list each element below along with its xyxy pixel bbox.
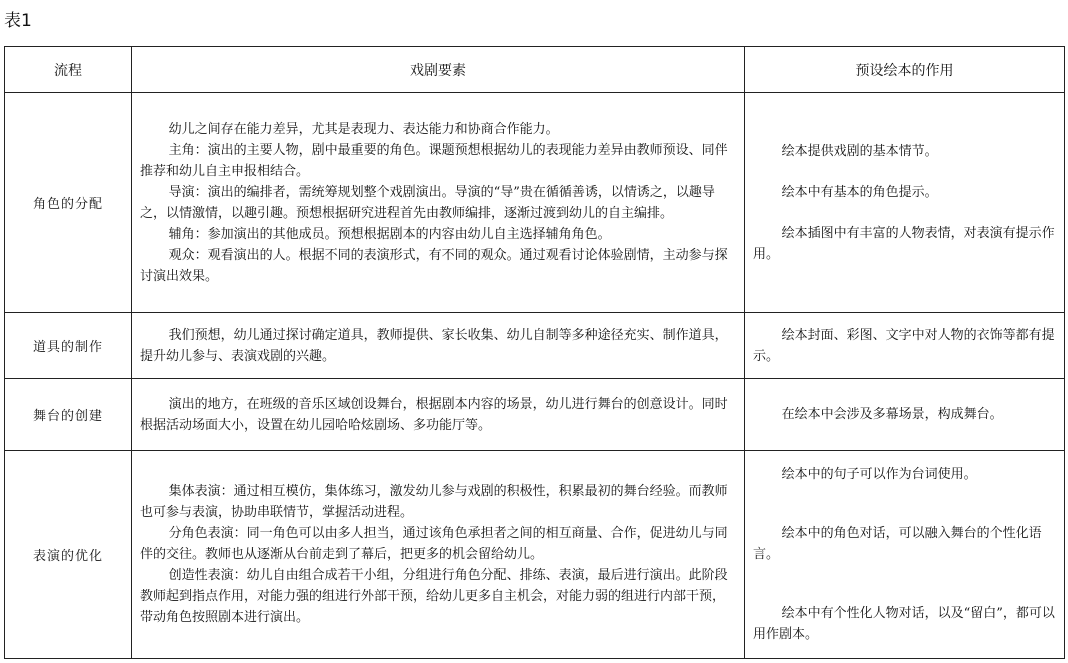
element-paragraph: 主角：演出的主要人物，剧中最重要的角色。课题预想根据幼儿的表现能力差异由教师预设、同伴推荐和幼儿自主申报相结合。 <box>140 142 728 179</box>
step-cell: 道具的制作 <box>5 313 132 379</box>
elements-cell <box>132 313 745 379</box>
role-paragraph: 绘本中的句子可以作为台词使用。 <box>781 467 977 482</box>
role-paragraph: 绘本插图中有丰富的人物表情，对表演有提示作用。 <box>753 225 1055 262</box>
element-paragraph: 我们预想，幼儿通过探讨确定道具，教师提供、家长收集、幼儿自制等多种途径充实、制作道具，提升幼儿参与、表演戏剧的兴趣。 <box>140 327 728 364</box>
element-paragraph: 分角色表演：同一角色可以由多人担当，通过该角色承担者之间的相互商量、合作，促进幼儿与同伴的交往。教师也从逐渐从台前走到了幕后，把更多的机会留给幼儿。 <box>140 526 728 562</box>
role-paragraph: 绘本提供戏剧的基本情节。 <box>781 143 938 159</box>
roles-cell <box>745 451 1065 659</box>
table-row <box>5 93 1065 313</box>
header-step: 流程 <box>5 47 132 93</box>
drama-table <box>4 46 1065 659</box>
header-roles: 预设绘本的作用 <box>745 47 1065 93</box>
element-paragraph: 幼儿之间存在能力差异，尤其是表现力、表达能力和协商合作能力。 <box>168 121 559 137</box>
element-paragraph: 辅角：参加演出的其他成员。预想根据剧本的内容由幼儿自主选择辅角角色。 <box>168 226 611 242</box>
role-paragraph: 绘本封面、彩图、文字中对人物的衣饰等都有提示。 <box>753 327 1055 364</box>
roles-cell <box>745 93 1065 313</box>
role-paragraph: 绘本中有个性化人物对话，以及“留白”，都可以用作剧本。 <box>753 606 1055 642</box>
role-paragraph: 绘本中的角色对话，可以融入舞台的个性化语言。 <box>753 526 1042 562</box>
header-row <box>5 47 1065 93</box>
roles-cell <box>745 379 1065 451</box>
element-paragraph: 集体表演：通过相互模仿，集体练习，激发幼儿参与戏剧的积极性，积累最初的舞台经验。而教师也可参与表演，协助串联情节，掌握活动进程。 <box>140 484 728 520</box>
role-paragraph: 绘本中有基本的角色提示。 <box>781 184 938 200</box>
roles-cell <box>745 313 1065 379</box>
table-caption: 表1 <box>4 11 32 31</box>
element-paragraph: 创造性表演：幼儿自由组合成若干小组，分组进行角色分配、排练、表演，最后进行演出。此阶段教师起到指点作用，对能力强的组进行外部干预，给幼儿更多自主机会，对能力弱的组进行内部干预，带动角色按照剧本进行演出。 <box>140 568 728 625</box>
step-cell: 舞台的创建 <box>5 379 132 451</box>
table-row <box>5 379 1065 451</box>
header-elements: 戏剧要素 <box>132 47 745 93</box>
elements-cell <box>132 451 745 659</box>
element-paragraph: 演出的地方，在班级的音乐区域创设舞台，根据剧本内容的场景，幼儿进行舞台的创意设计。同时根据活动场面大小，设置在幼儿园哈哈炫剧场、多功能厅等。 <box>140 396 728 433</box>
elements-cell <box>132 93 745 313</box>
element-paragraph: 导演：演出的编排者，需统筹规划整个戏剧演出。导演的“导”贵在循循善诱，以情诱之，以趣导之，以情激情，以趣引趣。预想根据研究进程首先由教师编排，逐渐过渡到幼儿的自主编排。 <box>140 184 715 221</box>
elements-cell <box>132 379 745 451</box>
table-row <box>5 451 1065 659</box>
step-cell: 表演的优化 <box>5 451 132 659</box>
role-paragraph: 在绘本中会涉及多幕场景，构成舞台。 <box>781 407 1003 422</box>
element-paragraph: 观众：观看演出的人。根据不同的表演形式，有不同的观众。通过观看讨论体验剧情，主动参与探讨演出效果。 <box>140 247 728 284</box>
step-cell: 角色的分配 <box>5 93 132 313</box>
table-row <box>5 313 1065 379</box>
